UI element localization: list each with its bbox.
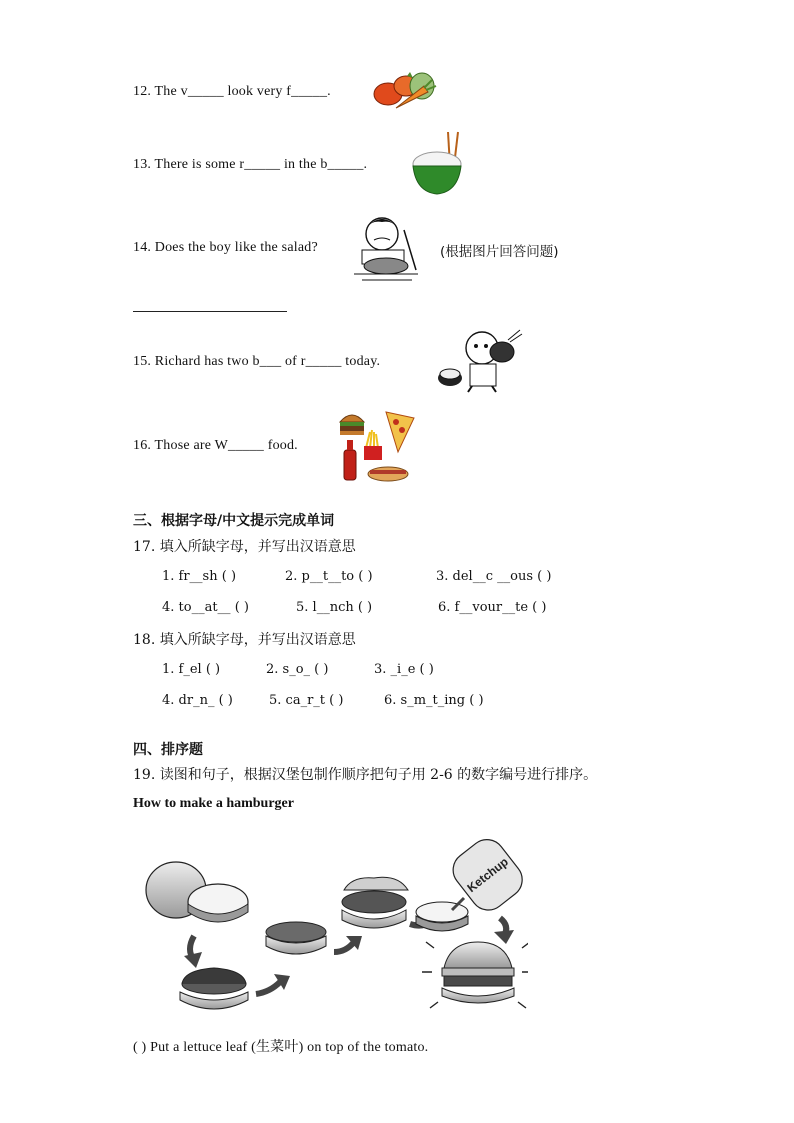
q18-item-6: 6. s_m_t_ing ( ) bbox=[384, 693, 484, 708]
hamburger-steps-image bbox=[138, 832, 528, 1018]
q17-item-3: 3. del__c __ous ( ) bbox=[436, 569, 552, 584]
rice-bowl-image bbox=[410, 130, 466, 198]
q17-item-5: 5. l__nch ( ) bbox=[296, 600, 373, 615]
question-15: 15. Richard has two b___ of r_____ today. bbox=[133, 354, 381, 369]
q18-item-5: 5. ca_r_t ( ) bbox=[269, 693, 344, 708]
question-14: 14. Does the boy like the salad? bbox=[133, 240, 318, 255]
question-13: 13. There is some r_____ in the b_____. bbox=[133, 157, 368, 172]
vegetables-image bbox=[366, 64, 438, 114]
section-4-title: 四、排序题 bbox=[133, 742, 203, 758]
q17-item-6: 6. f__vour__te ( ) bbox=[438, 600, 547, 615]
q17-item-1: 1. fr__sh ( ) bbox=[162, 569, 237, 584]
western-food-image bbox=[336, 408, 420, 486]
q18-item-1: 1. f_el ( ) bbox=[162, 662, 221, 677]
section-3-title: 三、根据字母/中文提示完成单词 bbox=[133, 513, 335, 529]
question-12: 12. The v_____ look very f_____. bbox=[133, 84, 331, 99]
hamburger-heading: How to make a hamburger bbox=[133, 796, 294, 811]
question-14-hint: (根据图片回答问题) bbox=[440, 244, 559, 260]
question-16: 16. Those are W_____ food. bbox=[133, 438, 298, 453]
q18-item-4: 4. dr_n_ ( ) bbox=[162, 693, 233, 708]
richard-rice-image bbox=[436, 326, 524, 394]
q18-item-3: 3. _i_e ( ) bbox=[374, 662, 434, 677]
q17-item-2: 2. p__t__to ( ) bbox=[285, 569, 373, 584]
step-sentence-lettuce: ( ) Put a lettuce leaf (生菜叶) on top of the tomato. bbox=[133, 1040, 429, 1055]
answer-line-14[interactable] bbox=[133, 311, 287, 312]
q17-item-4: 4. to__at__ ( ) bbox=[162, 600, 249, 615]
ketchup-label: Ketchup bbox=[464, 854, 511, 896]
q18-item-2: 2. s_o_ ( ) bbox=[266, 662, 329, 677]
question-17-title: 17. 填入所缺字母，并写出汉语意思 bbox=[133, 539, 356, 555]
boy-with-salad-image bbox=[352, 210, 422, 282]
question-19: 19. 读图和句子，根据汉堡包制作顺序把句子用 2-6 的数字编号进行排序。 bbox=[133, 767, 598, 783]
question-18-title: 18. 填入所缺字母，并写出汉语意思 bbox=[133, 632, 356, 648]
